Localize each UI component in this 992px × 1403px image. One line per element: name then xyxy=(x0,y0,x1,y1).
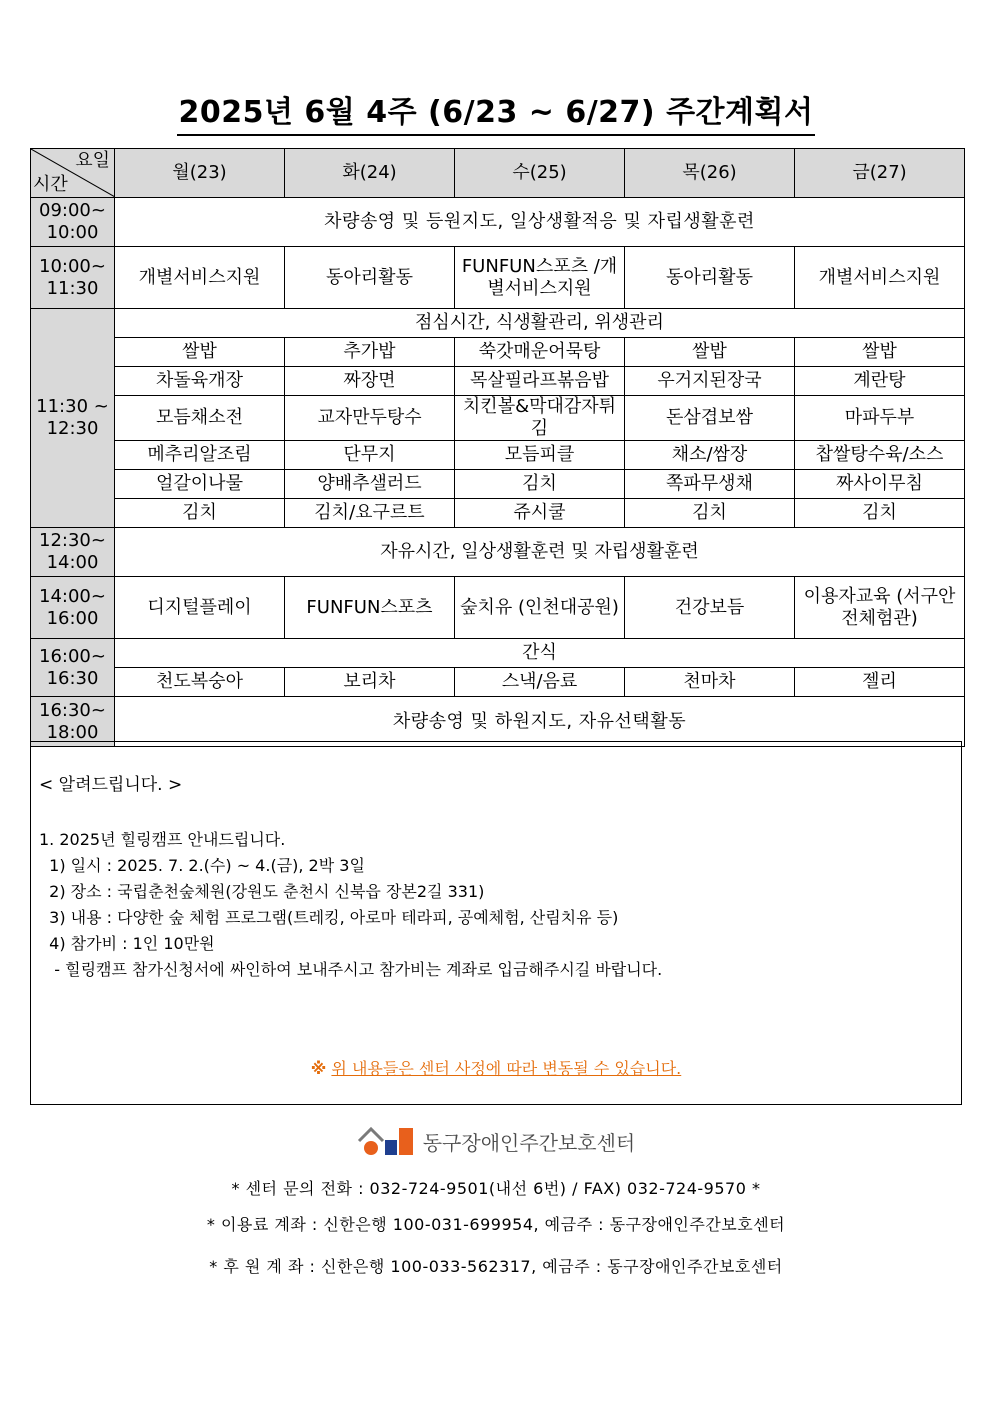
menu-cell: 쪽파무생채 xyxy=(625,470,795,499)
table-row xyxy=(31,577,965,639)
time-cell: 12:30~ 14:00 xyxy=(31,528,115,577)
menu-row xyxy=(31,470,965,499)
menu-cell: 쌀밥 xyxy=(795,338,965,367)
center-name: 동구장애인주간보호센터 xyxy=(422,1130,636,1155)
fee-account: * 이용료 계좌 : 신한은행 100-031-699954, 예금주 : 동구장애인주간보호센터 xyxy=(206,1215,786,1234)
menu-cell: 쌀밥 xyxy=(115,338,285,367)
menu-cell: 단무지 xyxy=(285,441,455,470)
menu-cell: 추가밥 xyxy=(285,338,455,367)
notice-line: 1. 2025년 힐링캠프 안내드립니다. xyxy=(39,830,286,849)
activity-cell: 숲치유 (인천대공원) xyxy=(455,577,625,639)
notice-heading: < 알려드립니다. > xyxy=(39,775,183,795)
center-logo xyxy=(0,1124,992,1162)
activity-cell: FUNFUN스포츠 xyxy=(285,577,455,639)
menu-cell: 모듬채소전 xyxy=(115,396,285,441)
notice-line: 2) 장소 : 국립춘천숲체원(강원도 춘천시 신북읍 장본2길 331) xyxy=(39,882,485,901)
menu-row xyxy=(31,396,965,441)
lunch-header-row xyxy=(31,309,965,338)
notice-lines xyxy=(39,827,662,983)
snack-header-row xyxy=(31,639,965,668)
time-cell: 14:00~ 16:00 xyxy=(31,577,115,639)
contact-phone: * 센터 문의 전화 : 032-724-9501(내선 6번) / FAX) 032-724-9570 * xyxy=(231,1179,761,1198)
snack-cell: 스낵/음료 xyxy=(455,668,625,697)
snack-cell: 천마차 xyxy=(625,668,795,697)
snack-header-cell: 간식 xyxy=(115,639,965,668)
activity-cell: 차량송영 및 하원지도, 자유선택활동 xyxy=(115,697,965,747)
snack-cell: 젤리 xyxy=(795,668,965,697)
menu-cell: 쌀밥 xyxy=(625,338,795,367)
notice-line: - 힐링캠프 참가신청서에 싸인하여 보내주시고 참가비는 계좌로 입금해주시길 바랍니다. xyxy=(39,960,663,979)
notice-line: 1) 일시 : 2025. 7. 2.(수) ~ 4.(금), 2박 3일 xyxy=(39,856,365,875)
time-cell: 16:00~ 16:30 xyxy=(31,639,115,697)
weekly-schedule-table xyxy=(30,148,965,747)
time-cell: 09:00~ 10:00 xyxy=(31,198,115,247)
day-axis-label: 요일 xyxy=(75,150,110,171)
menu-row xyxy=(31,499,965,528)
activity-cell: 개별서비스지원 xyxy=(115,247,285,309)
page-title xyxy=(0,94,992,136)
time-axis-label: 시간 xyxy=(33,174,68,195)
menu-cell: 마파두부 xyxy=(795,396,965,441)
table-row xyxy=(31,247,965,309)
table-row xyxy=(31,528,965,577)
corner-cell xyxy=(31,149,115,198)
activity-cell: 동아리활동 xyxy=(285,247,455,309)
menu-cell: 짜장면 xyxy=(285,367,455,396)
activity-cell: 디지털플레이 xyxy=(115,577,285,639)
menu-row xyxy=(31,367,965,396)
activity-cell: 자유시간, 일상생활훈련 및 자립생활훈련 xyxy=(115,528,965,577)
change-warning xyxy=(31,1056,961,1079)
menu-cell: 메추리알조림 xyxy=(115,441,285,470)
table-row xyxy=(31,697,965,747)
menu-cell: 김치 xyxy=(115,499,285,528)
page-title-text: 2025년 6월 4주 (6/23 ~ 6/27) 주간계획서 xyxy=(177,94,816,136)
menu-row xyxy=(31,338,965,367)
activity-cell: 차량송영 및 등원지도, 일상생활적응 및 자립생활훈련 xyxy=(115,198,965,247)
notice-box xyxy=(30,741,962,1105)
table-header-row xyxy=(31,149,965,198)
time-cell: 11:30 ~ 12:30 xyxy=(31,309,115,528)
day-header-fri: 금(27) xyxy=(795,149,965,198)
activity-cell: FUNFUN스포츠 /개별서비스지원 xyxy=(455,247,625,309)
menu-cell: 찹쌀탕수육/소스 xyxy=(795,441,965,470)
day-header-thu: 목(26) xyxy=(625,149,795,198)
menu-cell: 양배추샐러드 xyxy=(285,470,455,499)
activity-cell: 동아리활동 xyxy=(625,247,795,309)
reference-mark: ※ xyxy=(310,1059,327,1078)
menu-cell: 치킨볼&막대감자튀김 xyxy=(455,396,625,441)
lunch-header-cell: 점심시간, 식생활관리, 위생관리 xyxy=(115,309,965,338)
menu-cell: 우거지된장국 xyxy=(625,367,795,396)
time-cell: 10:00~ 11:30 xyxy=(31,247,115,309)
donation-account: * 후 원 계 좌 : 신한은행 100-033-562317, 예금주 : 동구장애인주간보호센터 xyxy=(209,1257,783,1276)
day-header-tue: 화(24) xyxy=(285,149,455,198)
menu-cell: 교자만두탕수 xyxy=(285,396,455,441)
snack-cell: 보리차 xyxy=(285,668,455,697)
menu-cell: 쥬시쿨 xyxy=(455,499,625,528)
menu-cell: 쑥갓매운어묵탕 xyxy=(455,338,625,367)
menu-cell: 모듬피클 xyxy=(455,441,625,470)
menu-cell: 짜사이무침 xyxy=(795,470,965,499)
menu-cell: 목살필라프볶음밥 xyxy=(455,367,625,396)
notice-line: 3) 내용 : 다양한 숲 체험 프로그램(트레킹, 아로마 테라피, 공예체험, 산림치유 등) xyxy=(39,908,619,927)
table-row xyxy=(31,198,965,247)
day-header-wed: 수(25) xyxy=(455,149,625,198)
menu-cell: 차돌육개장 xyxy=(115,367,285,396)
menu-cell: 계란탕 xyxy=(795,367,965,396)
activity-cell: 개별서비스지원 xyxy=(795,247,965,309)
snack-row xyxy=(31,668,965,697)
menu-cell: 김치 xyxy=(625,499,795,528)
menu-row xyxy=(31,441,965,470)
center-logo-icon xyxy=(357,1124,417,1158)
menu-cell: 김치 xyxy=(795,499,965,528)
day-header-mon: 월(23) xyxy=(115,149,285,198)
menu-cell: 돈삼겹보쌈 xyxy=(625,396,795,441)
menu-cell: 얼갈이나물 xyxy=(115,470,285,499)
warning-text: 위 내용들은 센터 사정에 따라 변동될 수 있습니다. xyxy=(331,1059,682,1078)
menu-cell: 김치 xyxy=(455,470,625,499)
menu-cell: 김치/요구르트 xyxy=(285,499,455,528)
notice-line: 4) 참가비 : 1인 10만원 xyxy=(39,934,215,953)
activity-cell: 이용자교육 (서구안전체험관) xyxy=(795,577,965,639)
time-cell: 16:30~ 18:00 xyxy=(31,697,115,747)
menu-cell: 채소/쌈장 xyxy=(625,441,795,470)
snack-cell: 천도복숭아 xyxy=(115,668,285,697)
activity-cell: 건강보듬 xyxy=(625,577,795,639)
